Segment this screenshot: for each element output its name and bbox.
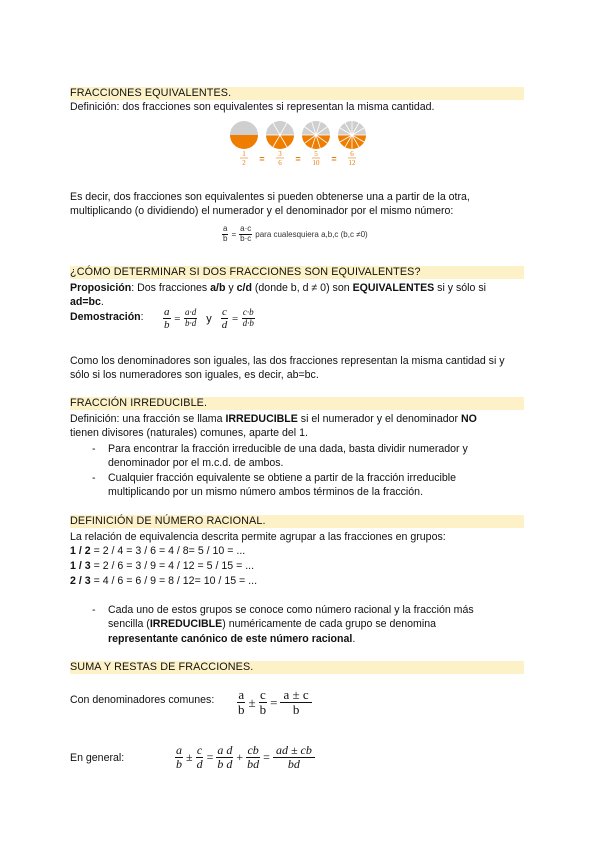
heading-fracciones-equivalentes: FRACCIONES EQUIVALENTES. — [70, 87, 524, 100]
demo-db: d·b — [242, 318, 254, 329]
racional-bullet-l3 — [108, 633, 355, 646]
racional-row-3 — [70, 575, 257, 588]
heading-como-determinar: ¿CÓMO DETERMINAR SI DOS FRACCIONES SON EQUIVALENTES? — [70, 266, 524, 279]
prop-cd: c/d — [236, 282, 252, 294]
intro-racional: La relación de equivalencia descrita permite agrupar a las fracciones en grupos: — [70, 531, 446, 543]
gen-pm: ± — [186, 750, 193, 765]
prop-text-4: si y sólo si — [434, 282, 487, 294]
pie-charts — [228, 120, 373, 166]
definition-equivalentes: Definición: dos fracciones son equivalentes si representan la misma cantidad. — [70, 101, 435, 113]
pie-2-numerator: 3 — [278, 150, 282, 158]
demo-y: y — [206, 312, 212, 325]
bullet-1-l2: denominador por el m.c.d. de ambos. — [108, 457, 284, 469]
common-den: b — [292, 702, 300, 718]
pie-illustration — [228, 120, 373, 166]
demo-bd: b·d — [184, 318, 197, 329]
demostracion-word: Demostración — [70, 311, 141, 323]
common-b: b — [238, 702, 245, 718]
gen-num: ad ± cb — [273, 744, 315, 758]
prop-ab: a/b — [210, 282, 226, 294]
demo-eq-1: = — [173, 312, 181, 325]
pie-2-denominator: 6 — [278, 159, 282, 166]
demo-eq-2: = — [231, 312, 239, 325]
def-irreducible-l2: tienen divisores (naturales) comunes, aparte del 1. — [70, 427, 308, 439]
prop-text-2: y — [225, 282, 237, 294]
proposicion-label: Proposición — [70, 282, 132, 294]
demo-a: a — [164, 306, 170, 318]
common-num: a ± c — [280, 688, 311, 703]
demo-d: d — [221, 319, 228, 332]
common-c: c — [260, 687, 266, 702]
bullet-1-l1: Para encontrar la fracción irreducible de una dada, basta dividir numerador y — [108, 443, 468, 455]
heading-numero-racional: DEFINICIÓN DE NÚMERO RACIONAL. — [70, 515, 524, 528]
prop-text-3: (donde b, d ≠ 0) son — [251, 282, 353, 294]
demostracion-label — [70, 311, 144, 324]
heading-fraccion-irreducible: FRACCIÓN IRREDUCIBLE. — [70, 397, 524, 410]
formula-equivalencia — [222, 225, 368, 244]
pie-4-denominator: 12 — [348, 159, 356, 166]
def-text-2: si el numerador y el denominador — [297, 413, 461, 425]
demo-ad: a·d — [184, 307, 197, 318]
bl2-a: sencilla ( — [108, 618, 150, 630]
pie-equal-sign: = — [259, 154, 265, 164]
bl2-c: ) numéricamente de cada grupo se denomina — [222, 618, 436, 630]
prop-adbc: ad=bc — [70, 296, 101, 308]
row-3-rest: = 4 / 6 = 6 / 9 = 8 / 12= 10 / 15 = ... — [90, 575, 258, 587]
def-no: NO — [460, 413, 477, 425]
formula-ac: a·c — [240, 224, 252, 233]
pie-3-denominator: 10 — [312, 159, 320, 166]
racional-bullet-l2 — [108, 618, 436, 631]
pie-4-numerator: 6 — [350, 150, 354, 158]
formula-general — [175, 744, 315, 771]
formula-comunes — [237, 688, 312, 718]
common-eq: = — [270, 694, 278, 710]
label-denominadores-comunes: Con denominadores comunes: — [70, 694, 215, 706]
bl2-irreducible: IRREDUCIBLE — [149, 618, 223, 630]
def-irreducible: IRREDUCIBLE — [225, 413, 298, 425]
common-a: a — [238, 687, 245, 702]
demo-c: c — [221, 306, 227, 318]
gen-cb: cb — [247, 743, 259, 757]
formula-text: para cualesquiera a,b,c (b,c ≠0) — [255, 229, 368, 239]
gen-ad: a d — [217, 743, 233, 757]
gen-eq-2: = — [263, 750, 270, 765]
pie-1-denominator: 2 — [242, 159, 246, 166]
def-irreducible-l1 — [70, 413, 477, 426]
row-2-lead: 1 / 3 — [70, 560, 91, 572]
demostracion-formula — [163, 306, 255, 331]
formula-a: a — [223, 224, 228, 233]
proposicion-l1 — [70, 282, 486, 295]
gen-b: b — [176, 757, 182, 772]
prop-equivalentes: EQUIVALENTES — [352, 282, 435, 294]
def-text-1: Definición: una fracción se llama — [70, 413, 226, 425]
paragraph-denominadores-l2: sólo si los numeradores son iguales, es decir, ab=bc. — [70, 369, 319, 381]
bl3-dot: . — [352, 633, 356, 645]
prop-dot: . — [100, 296, 104, 308]
proposicion-l2 — [70, 296, 104, 309]
pie-equal-sign: = — [331, 154, 337, 164]
gen-c: c — [196, 743, 203, 757]
racional-row-2 — [70, 560, 254, 573]
formula-bc: b·c — [240, 233, 252, 243]
pie-3-numerator: 5 — [314, 150, 318, 158]
common-b2: b — [259, 702, 267, 718]
demostracion-colon: : — [140, 311, 144, 323]
racional-bullet-l1: Cada uno de estos grupos se conoce como número racional y la fracción más — [108, 604, 474, 616]
pie-2-filled — [266, 135, 294, 149]
gen-a: a — [176, 743, 182, 757]
representante-canonico: representante canónico de este número racional — [108, 633, 353, 645]
common-pm: ± — [248, 694, 256, 710]
bullet-dash-1: - — [92, 443, 96, 455]
bullet-dash-3: - — [92, 604, 96, 616]
paragraph-denominadores-l1: Como los denominadores son iguales, las dos fracciones representan la misma cantidad si y — [70, 355, 505, 367]
row-3-lead: 2 / 3 — [70, 575, 91, 587]
pie-1-filled — [230, 135, 258, 149]
demo-b: b — [164, 319, 170, 332]
demo-cb: c·b — [242, 307, 254, 318]
gen-d: d — [196, 757, 203, 772]
gen-eq-1: = — [206, 750, 214, 765]
prop-text-1: : Dos fracciones — [131, 282, 211, 294]
bullet-2-l1: Cualquier fracción equivalente se obtiene a partir de la fracción irreducible — [108, 472, 457, 484]
racional-row-1 — [70, 545, 245, 558]
formula-b: b — [223, 233, 228, 243]
bullet-2-l2: multiplicando por un mismo número ambos términos de la fracción. — [108, 486, 424, 498]
pie-1-numerator: 1 — [242, 150, 246, 158]
label-en-general: En general: — [70, 752, 125, 764]
gen-plus: + — [236, 750, 244, 765]
gen-bd: b d — [217, 757, 233, 772]
row-2-rest: = 2 / 6 = 3 / 9 = 4 / 12 = 5 / 15 = ... — [90, 560, 255, 572]
gen-den: bd — [287, 757, 300, 772]
gen-bd2: bd — [247, 757, 260, 772]
heading-suma-restas: SUMA Y RESTAS DE FRACCIONES. — [70, 661, 524, 674]
formula-eq: = — [231, 229, 237, 239]
paragraph-equivalentes-l2: multiplicando (o dividiendo) el numerador y el denominador por el mismo número: — [70, 205, 454, 217]
row-1-rest: = 2 / 4 = 3 / 6 = 4 / 8= 5 / 10 = ... — [90, 545, 246, 557]
paragraph-equivalentes-l1: Es decir, dos fracciones son equivalentes si pueden obtenerse una a partir de la otra, — [70, 191, 470, 203]
row-1-lead: 1 / 2 — [70, 545, 91, 557]
bullet-dash-2: - — [92, 472, 96, 484]
pie-equal-sign: = — [295, 154, 301, 164]
